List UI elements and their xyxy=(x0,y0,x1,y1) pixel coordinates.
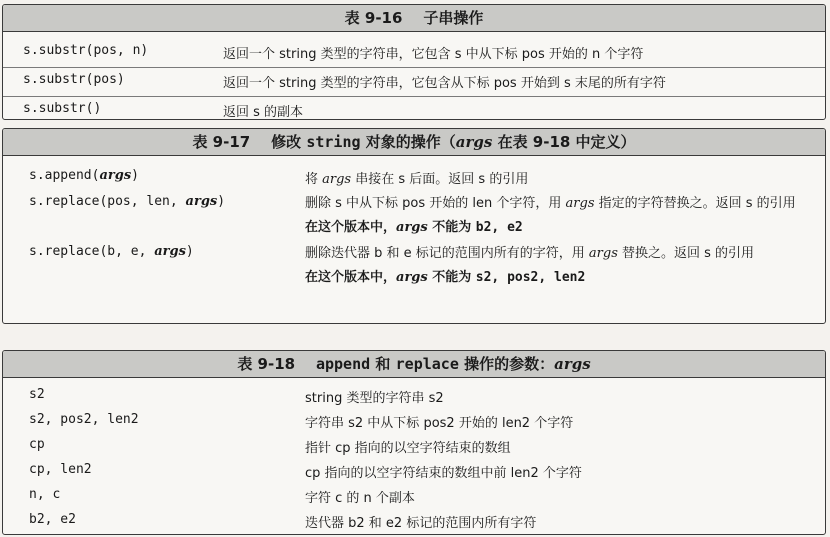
table-row xyxy=(3,412,825,437)
description-cell: 返回一个 string 类型的字符串，它包含 s 中从下标 pos 开始的 n 个字符 xyxy=(223,47,644,62)
operation-cell: s.substr(pos, n) xyxy=(23,43,149,58)
operation-cell: s.replace(b, e, args) xyxy=(29,244,194,259)
table-title-part: 在表 9-18 中定义） xyxy=(497,133,636,151)
restriction-note: 在这个版本中，args 不能为 b2, e2 xyxy=(305,220,523,235)
argument-cell: s2 xyxy=(29,387,45,402)
description-cell: 字符串 s2 中从下标 pos2 开始的 len2 个字符 xyxy=(305,416,574,431)
table-title-code: replace xyxy=(395,355,459,373)
table-9-18 xyxy=(2,350,826,535)
description-cell: 将 args 串接在 s 后面。返回 s 的引用 xyxy=(305,172,529,187)
operation-cell: s.substr(pos) xyxy=(23,72,125,87)
argument-cell: cp xyxy=(29,437,45,452)
description-cell: string 类型的字符串 s2 xyxy=(305,391,444,406)
operation-cell: s.substr() xyxy=(23,101,102,116)
table-row xyxy=(3,192,825,238)
table-row xyxy=(3,43,825,67)
table-9-16 xyxy=(2,4,826,120)
table-title-number: 表 9-18 xyxy=(237,355,296,373)
table-9-17 xyxy=(2,128,826,324)
table-title: 子串操作 xyxy=(423,9,484,27)
table-title-part: 和 xyxy=(375,355,391,373)
operation-cell: s.append(args) xyxy=(29,168,139,183)
description-cell: 删除 s 中从下标 pos 开始的 len 个字符，用 args 指定的字符替换之。返回 s 的引用 在这个版本中，args 不能为 b2, e2 xyxy=(305,194,825,238)
description-cell: 删除迭代器 b 和 e 标记的范围内所有的字符，用 args 替换之。返回 s 的引用 在这个版本中，args 不能为 s2, pos2, len2 xyxy=(305,244,825,288)
argument-cell: cp, len2 xyxy=(29,462,92,477)
table-row xyxy=(3,238,825,288)
table-row xyxy=(3,67,825,96)
table-9-18-header xyxy=(3,351,825,378)
table-title-number: 表 9-16 xyxy=(344,9,403,27)
table-row xyxy=(3,487,825,512)
description-cell: cp 指向的以空字符结束的数组中前 len2 个字符 xyxy=(305,466,582,481)
table-title-code: string xyxy=(306,133,361,151)
table-title-part: 对象的操作（ xyxy=(365,133,456,151)
description-cell: 返回一个 string 类型的字符串，它包含从下标 pos 开始到 s 末尾的所有字符 xyxy=(223,76,666,91)
description-cell: 返回 s 的副本 xyxy=(223,105,304,120)
table-row xyxy=(3,437,825,462)
table-row xyxy=(3,387,825,412)
table-row xyxy=(3,512,825,535)
argument-cell: n, c xyxy=(29,487,61,502)
argument-cell: b2, e2 xyxy=(29,512,76,527)
table-9-16-header xyxy=(3,5,825,32)
table-title-code: append xyxy=(315,355,371,373)
description-cell: 字符 c 的 n 个副本 xyxy=(305,491,415,506)
table-row xyxy=(3,462,825,487)
description-cell: 迭代器 b2 和 e2 标记的范围内所有字符 xyxy=(305,516,537,531)
argument-cell: s2, pos2, len2 xyxy=(29,412,139,427)
operation-cell: s.replace(pos, len, args) xyxy=(29,194,226,209)
table-title-number: 表 9-17 xyxy=(192,133,251,151)
table-title-args: args xyxy=(554,355,591,373)
table-title-part: 操作的参数： xyxy=(464,355,555,373)
table-title-part: 修改 xyxy=(271,133,302,151)
table-row xyxy=(3,168,825,192)
restriction-note: 在这个版本中，args 不能为 s2, pos2, len2 xyxy=(305,270,586,285)
table-9-17-header xyxy=(3,129,825,156)
table-title-args: args xyxy=(455,133,493,151)
description-cell: 指针 cp 指向的以空字符结束的数组 xyxy=(305,441,511,456)
table-row xyxy=(3,96,825,120)
